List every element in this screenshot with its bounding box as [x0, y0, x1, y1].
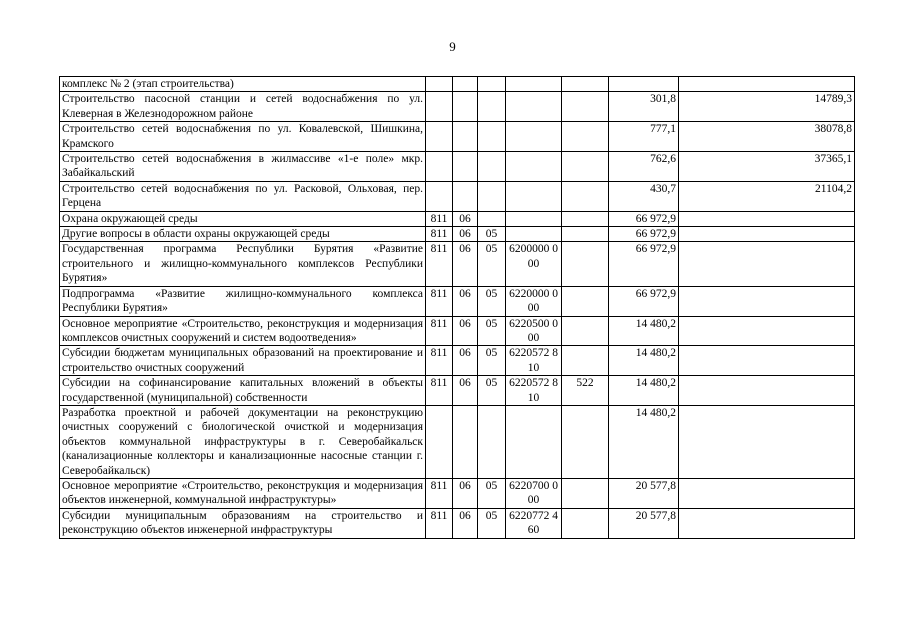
cell-grbs: 811	[426, 376, 453, 406]
cell-amount-2: 38078,8	[679, 122, 855, 152]
cell-section	[453, 405, 478, 478]
cell-target-article: 6220500 000	[506, 316, 562, 346]
cell-section: 06	[453, 242, 478, 286]
cell-amount-2	[679, 77, 855, 92]
cell-target-article	[506, 405, 562, 478]
cell-amount-1: 66 972,9	[609, 242, 679, 286]
cell-expense-type	[562, 346, 609, 376]
cell-target-article: 6220572 810	[506, 346, 562, 376]
cell-expense-type	[562, 77, 609, 92]
cell-section: 06	[453, 508, 478, 538]
cell-grbs: 811	[426, 346, 453, 376]
cell-amount-1: 777,1	[609, 122, 679, 152]
cell-amount-1: 301,8	[609, 92, 679, 122]
cell-name: Разработка проектной и рабочей документации на реконструкцию очистных сооружений с биологической очисткой и модернизация объектов коммунальной инфраструктуры в г. Северобайкальск (канализационные коллекторы и канализационные насосные станции г. Северобайкальск)	[60, 405, 426, 478]
cell-amount-2	[679, 376, 855, 406]
cell-name: Строительство сетей водоснабжения по ул. Расковой, Ольховая, пер. Герцена	[60, 181, 426, 211]
cell-grbs: 811	[426, 211, 453, 226]
cell-subsection: 05	[478, 346, 506, 376]
cell-amount-2: 37365,1	[679, 152, 855, 182]
cell-section	[453, 122, 478, 152]
cell-target-article: 6220000 000	[506, 286, 562, 316]
cell-target-article	[506, 92, 562, 122]
cell-amount-1: 762,6	[609, 152, 679, 182]
cell-grbs	[426, 181, 453, 211]
cell-expense-type	[562, 181, 609, 211]
cell-amount-2	[679, 478, 855, 508]
cell-amount-2	[679, 286, 855, 316]
cell-subsection: 05	[478, 227, 506, 242]
cell-subsection	[478, 92, 506, 122]
cell-subsection: 05	[478, 316, 506, 346]
cell-name: Другие вопросы в области охраны окружающей среды	[60, 227, 426, 242]
table-row	[60, 376, 855, 406]
table-row	[60, 152, 855, 182]
cell-expense-type	[562, 508, 609, 538]
cell-name: Подпрограмма «Развитие жилищно-коммунального комплекса Республики Бурятия»	[60, 286, 426, 316]
cell-expense-type	[562, 122, 609, 152]
cell-subsection: 05	[478, 508, 506, 538]
cell-expense-type	[562, 478, 609, 508]
cell-section: 06	[453, 478, 478, 508]
cell-section: 06	[453, 376, 478, 406]
cell-name: Субсидии бюджетам муниципальных образований на проектирование и строительство очистных сооружений	[60, 346, 426, 376]
cell-section	[453, 152, 478, 182]
cell-target-article: 6220572 810	[506, 376, 562, 406]
cell-section: 06	[453, 227, 478, 242]
cell-section	[453, 181, 478, 211]
cell-section: 06	[453, 286, 478, 316]
cell-target-article	[506, 152, 562, 182]
cell-subsection	[478, 152, 506, 182]
cell-expense-type	[562, 152, 609, 182]
budget-table	[59, 76, 855, 539]
cell-name: Основное мероприятие «Строительство, реконструкция и модернизация объектов инженерной, коммунальной инфраструктуры»	[60, 478, 426, 508]
table-row	[60, 478, 855, 508]
cell-subsection	[478, 122, 506, 152]
cell-name: Строительство пасосной станции и сетей водоснабжения по ул. Клеверная в Железнодорожном районе	[60, 92, 426, 122]
cell-target-article	[506, 77, 562, 92]
cell-amount-1: 430,7	[609, 181, 679, 211]
cell-subsection: 05	[478, 286, 506, 316]
table-row	[60, 346, 855, 376]
cell-grbs: 811	[426, 242, 453, 286]
cell-name: Строительство сетей водоснабжения в жилмассиве «1-е поле» мкр. Забайкальский	[60, 152, 426, 182]
cell-subsection	[478, 405, 506, 478]
cell-grbs: 811	[426, 227, 453, 242]
cell-name: Охрана окружающей среды	[60, 211, 426, 226]
cell-grbs: 811	[426, 478, 453, 508]
cell-amount-1: 20 577,8	[609, 508, 679, 538]
cell-subsection	[478, 181, 506, 211]
cell-target-article: 6200000 000	[506, 242, 562, 286]
table-row	[60, 508, 855, 538]
cell-target-article	[506, 211, 562, 226]
cell-amount-1: 66 972,9	[609, 286, 679, 316]
cell-amount-2	[679, 508, 855, 538]
cell-amount-1: 14 480,2	[609, 316, 679, 346]
cell-section: 06	[453, 316, 478, 346]
cell-amount-2	[679, 316, 855, 346]
cell-subsection: 05	[478, 376, 506, 406]
cell-grbs	[426, 152, 453, 182]
cell-expense-type	[562, 286, 609, 316]
cell-grbs	[426, 92, 453, 122]
cell-amount-2	[679, 346, 855, 376]
cell-expense-type	[562, 211, 609, 226]
cell-section: 06	[453, 211, 478, 226]
cell-subsection: 05	[478, 478, 506, 508]
cell-amount-2: 21104,2	[679, 181, 855, 211]
cell-amount-1: 66 972,9	[609, 211, 679, 226]
cell-expense-type	[562, 242, 609, 286]
cell-grbs: 811	[426, 508, 453, 538]
cell-subsection	[478, 211, 506, 226]
cell-grbs: 811	[426, 316, 453, 346]
cell-expense-type	[562, 405, 609, 478]
table-row	[60, 242, 855, 286]
table-row	[60, 405, 855, 478]
cell-target-article: 6220700 000	[506, 478, 562, 508]
cell-target-article: 6220772 460	[506, 508, 562, 538]
cell-target-article	[506, 122, 562, 152]
cell-grbs	[426, 122, 453, 152]
cell-name: Субсидии на софинансирование капитальных вложений в объекты государственной (муниципальной) собственности	[60, 376, 426, 406]
cell-expense-type: 522	[562, 376, 609, 406]
cell-grbs: 811	[426, 286, 453, 316]
cell-amount-1: 14 480,2	[609, 376, 679, 406]
cell-amount-2: 14789,3	[679, 92, 855, 122]
cell-subsection	[478, 77, 506, 92]
cell-name: Государственная программа Республики Бурятия «Развитие строительного и жилищно-коммунального комплексов Республики Бурятия»	[60, 242, 426, 286]
cell-amount-2	[679, 227, 855, 242]
cell-expense-type	[562, 227, 609, 242]
cell-name: Основное мероприятие «Строительство, реконструкция и модернизация комплексов очистных сооружений и систем водоотведения»	[60, 316, 426, 346]
cell-target-article	[506, 227, 562, 242]
cell-name: комплекс № 2 (этап строительства)	[60, 77, 426, 92]
cell-amount-1: 20 577,8	[609, 478, 679, 508]
page-number: 9	[449, 39, 456, 54]
cell-amount-2	[679, 405, 855, 478]
cell-amount-1: 14 480,2	[609, 405, 679, 478]
cell-subsection: 05	[478, 242, 506, 286]
cell-amount-2	[679, 242, 855, 286]
table-row	[60, 286, 855, 316]
cell-name: Строительство сетей водоснабжения по ул. Ковалевской, Шишкина, Крамского	[60, 122, 426, 152]
cell-amount-1: 66 972,9	[609, 227, 679, 242]
table-row	[60, 316, 855, 346]
cell-grbs	[426, 405, 453, 478]
cell-expense-type	[562, 316, 609, 346]
cell-amount-1	[609, 77, 679, 92]
cell-expense-type	[562, 92, 609, 122]
cell-amount-1: 14 480,2	[609, 346, 679, 376]
cell-section	[453, 92, 478, 122]
table-row	[60, 122, 855, 152]
table-row	[60, 227, 855, 242]
cell-amount-2	[679, 211, 855, 226]
cell-grbs	[426, 77, 453, 92]
table-row	[60, 211, 855, 226]
cell-target-article	[506, 181, 562, 211]
cell-section	[453, 77, 478, 92]
table-row	[60, 92, 855, 122]
cell-name: Субсидии муниципальным образованиям на строительство и реконструкцию объектов инженерной инфраструктуры	[60, 508, 426, 538]
cell-section: 06	[453, 346, 478, 376]
table-row	[60, 77, 855, 92]
table-body	[60, 77, 855, 539]
table-row	[60, 181, 855, 211]
